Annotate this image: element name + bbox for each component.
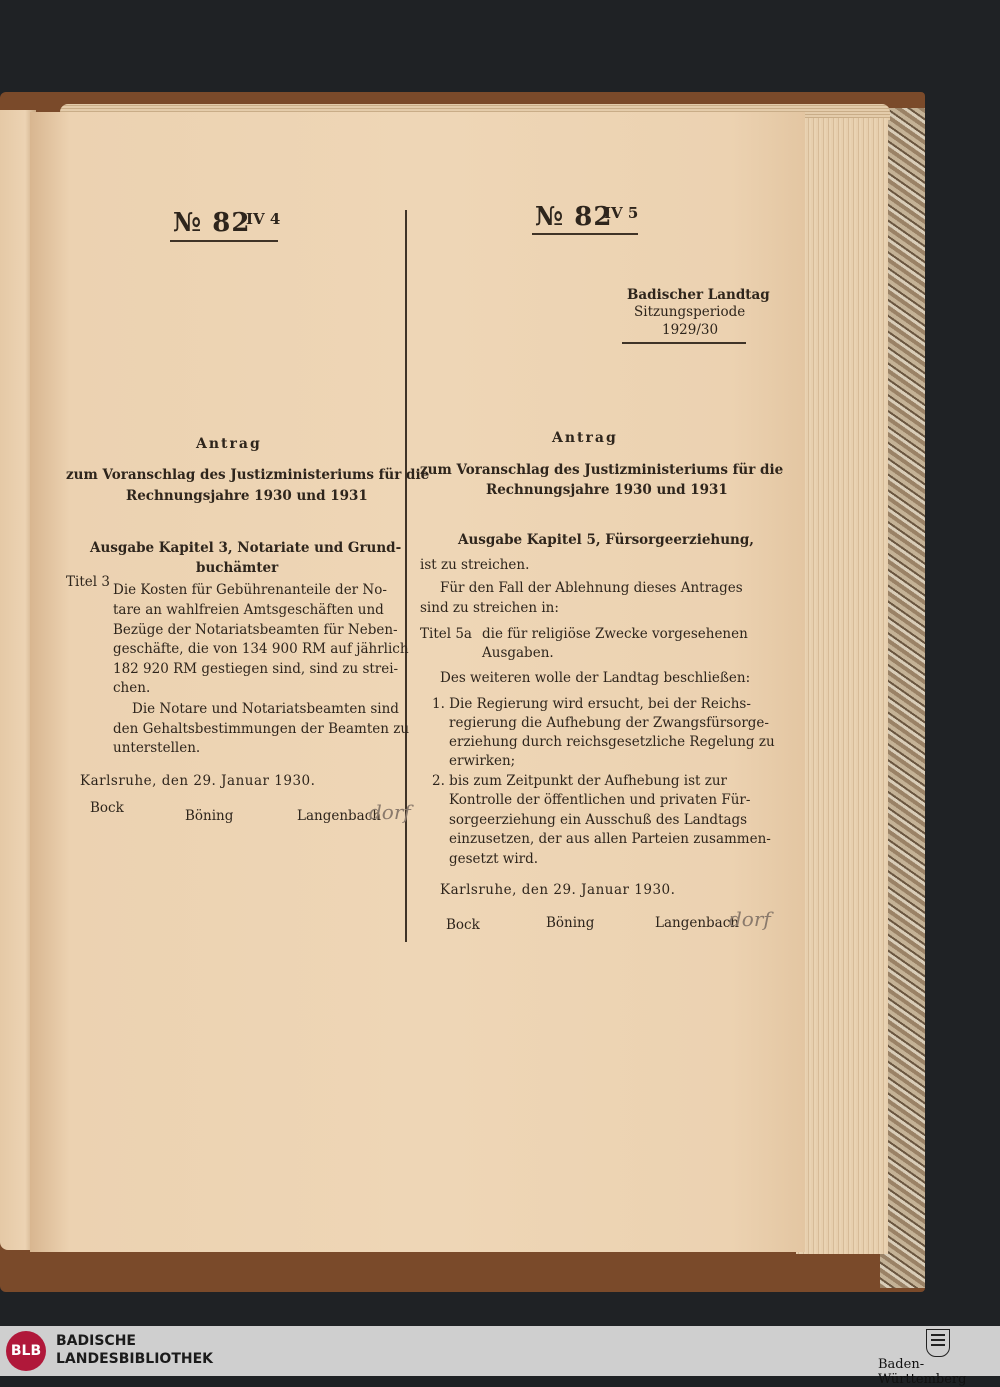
left-section-1: Ausgabe Kapitel 3, Notariate und Grund- xyxy=(90,540,402,556)
right-item2-line: sorgeerziehung ein Ausschuß des Landtags xyxy=(449,812,748,828)
left-signer: Langenbach xyxy=(297,808,381,824)
right-signer: Bock xyxy=(446,917,480,933)
left-para2-line: unterstellen. xyxy=(113,740,201,756)
left-body-line: Bezüge der Notariatsbeamten für Neben- xyxy=(113,622,398,638)
right-handwritten-note: dorf xyxy=(729,907,771,931)
left-signer: Böning xyxy=(185,808,234,824)
right-doc-number: № 82 xyxy=(535,202,613,232)
left-titel-label: Titel 3 xyxy=(66,574,110,590)
left-section-2: buchämter xyxy=(196,560,279,576)
right-doc-number-suffix: IV 5 xyxy=(604,204,639,222)
right-item2-line: 2. bis zum Zeitpunkt der Aufhebung ist zur xyxy=(432,773,727,789)
right-section: Ausgabe Kapitel 5, Fürsorgeerziehung, xyxy=(458,532,754,548)
library-name-line-1: BADISCHE xyxy=(56,1333,136,1349)
landtag-underline xyxy=(622,342,746,344)
blb-logo: BLB xyxy=(6,1331,46,1371)
right-titel-text: die für religiöse Zwecke vorgesehenen xyxy=(482,626,748,642)
right-line: sind zu streichen in: xyxy=(420,600,559,616)
left-para2-line: den Gehaltsbestimmungen der Beamten zu xyxy=(113,721,410,737)
left-body-line: tare an wahlfreien Amtsgeschäften und xyxy=(113,602,384,618)
column-divider xyxy=(405,210,407,942)
landtag-name: Badischer Landtag xyxy=(627,287,770,303)
right-further: Des weiteren wolle der Landtag beschließen: xyxy=(440,670,751,686)
left-subtitle-2: Rechnungsjahre 1930 und 1931 xyxy=(126,488,368,504)
right-place-date: Karlsruhe, den 29. Januar 1930. xyxy=(440,882,676,898)
right-signer: Langenbach xyxy=(655,915,739,931)
right-heading: Antrag xyxy=(552,430,618,446)
left-body-line: chen. xyxy=(113,680,151,696)
right-subtitle-1: zum Voranschlag des Justizministeriums für die xyxy=(420,462,784,478)
right-item1-line: regierung die Aufhebung der Zwangsfürsorge- xyxy=(449,715,769,731)
right-titel-label: Titel 5a xyxy=(420,626,472,642)
left-handwritten-note: dorf xyxy=(369,800,411,824)
left-number-underline xyxy=(170,240,278,242)
right-item1-line: erwirken; xyxy=(449,753,516,769)
left-place-date: Karlsruhe, den 29. Januar 1930. xyxy=(80,773,316,789)
left-doc-number-suffix: IV 4 xyxy=(246,210,281,228)
left-subtitle-1: zum Voranschlag des Justizministeriums für die xyxy=(66,467,430,483)
right-item1-line: 1. Die Regierung wird ersucht, bei der Reichs- xyxy=(432,696,751,712)
page-block-edge xyxy=(796,118,888,1254)
landtag-period: 1929/30 xyxy=(662,322,719,338)
right-number-underline xyxy=(532,233,638,235)
right-subtitle-2: Rechnungsjahre 1930 und 1931 xyxy=(486,482,728,498)
right-titel-text: Ausgaben. xyxy=(482,645,554,661)
left-heading: Antrag xyxy=(196,436,262,452)
library-name-line-2: LANDESBIBLIOTHEK xyxy=(56,1351,214,1367)
left-doc-number: № 82 xyxy=(173,208,251,238)
left-signer: Bock xyxy=(90,800,124,816)
region-label: Baden-Württemberg xyxy=(878,1357,967,1387)
left-body-line: Die Kosten für Gebührenanteile der No- xyxy=(113,582,387,598)
landtag-session: Sitzungsperiode xyxy=(634,304,746,320)
right-item2-line: einzusetzen, der aus allen Parteien zusammen- xyxy=(449,831,771,847)
left-para2-line: Die Notare und Notariatsbeamten sind xyxy=(132,701,399,717)
right-item2-line: gesetzt wird. xyxy=(449,851,539,867)
right-item1-line: erziehung durch reichsgesetzliche Regelung zu xyxy=(449,734,775,750)
right-signer: Böning xyxy=(546,915,595,931)
left-body-line: geschäfte, die von 134 900 RM auf jährlich xyxy=(113,641,409,657)
state-crest-icon xyxy=(926,1329,950,1357)
right-line: Für den Fall der Ablehnung dieses Antrages xyxy=(440,580,743,596)
right-item2-line: Kontrolle der öffentlichen und privaten Für- xyxy=(449,792,751,808)
left-body-line: 182 920 RM gestiegen sind, sind zu strei- xyxy=(113,661,399,677)
right-line: ist zu streichen. xyxy=(420,557,530,573)
